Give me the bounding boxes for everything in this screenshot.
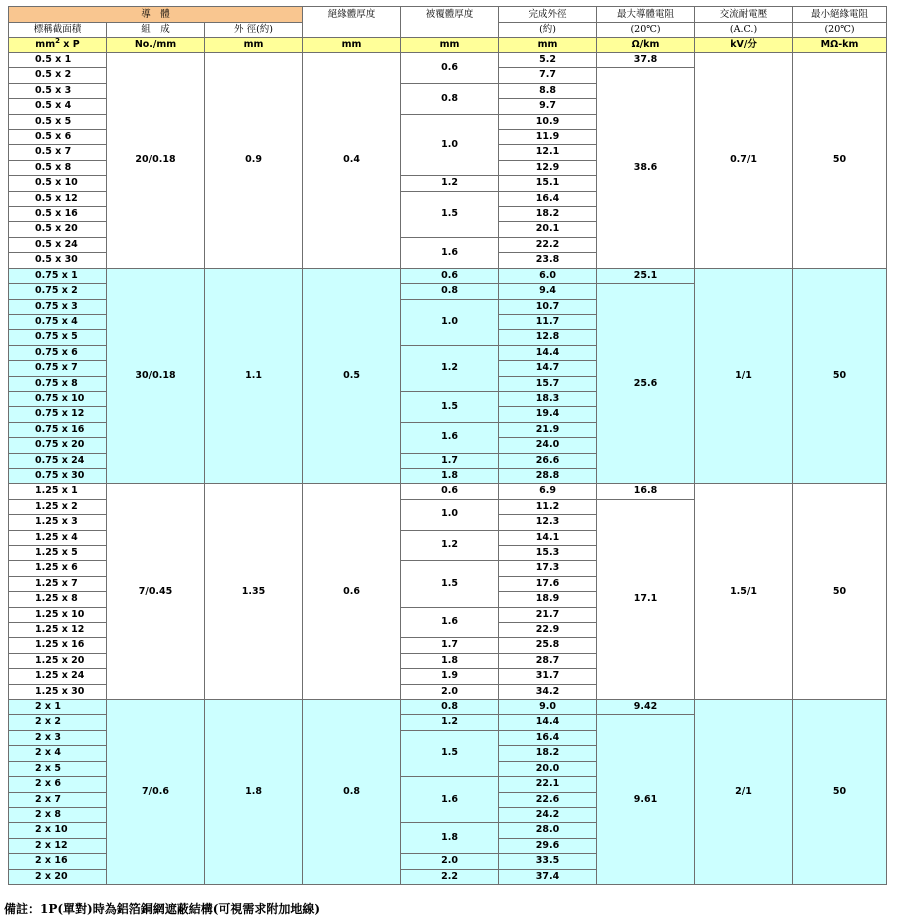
- sheath-thickness-cell: 2.2: [401, 869, 499, 884]
- nominal-area-cell: 2 x 8: [9, 807, 107, 822]
- table-row: [9, 700, 887, 715]
- sheath-thickness-cell: 1.0: [401, 499, 499, 530]
- ac-withstand-cell: 1/1: [695, 268, 793, 484]
- table-row: [9, 484, 887, 499]
- nominal-area-cell: 0.75 x 20: [9, 438, 107, 453]
- sheath-thickness-cell: 1.6: [401, 422, 499, 453]
- nominal-area-cell: 0.75 x 8: [9, 376, 107, 391]
- header-insulation-thickness: 絕緣體厚度: [303, 7, 401, 38]
- finished-od-cell: 28.8: [499, 468, 597, 483]
- finished-od-cell: 21.9: [499, 422, 597, 437]
- finished-od-cell: 25.8: [499, 638, 597, 653]
- finished-od-cell: 8.8: [499, 83, 597, 98]
- ac-withstand-cell: 1.5/1: [695, 484, 793, 700]
- finished-od-cell: 21.7: [499, 607, 597, 622]
- sheath-thickness-cell: 1.8: [401, 468, 499, 483]
- nominal-area-cell: 2 x 10: [9, 823, 107, 838]
- finished-od-cell: 24.0: [499, 438, 597, 453]
- insulation-thickness-cell: 0.5: [303, 268, 401, 484]
- finished-od-cell: 7.7: [499, 68, 597, 83]
- nominal-area-cell: 1.25 x 8: [9, 592, 107, 607]
- unit-area-sup: 2: [55, 37, 60, 45]
- unit-row: [9, 38, 887, 53]
- outer-dia-cell: 0.9: [205, 53, 303, 269]
- nominal-area-cell: 0.75 x 1: [9, 268, 107, 283]
- outer-dia-cell: 1.8: [205, 700, 303, 885]
- nominal-area-cell: 0.5 x 16: [9, 207, 107, 222]
- header-sheath-thickness: 被覆體厚度: [401, 7, 499, 38]
- nominal-area-cell: 0.5 x 30: [9, 253, 107, 268]
- finished-od-cell: 37.4: [499, 869, 597, 884]
- nominal-area-cell: 0.5 x 12: [9, 191, 107, 206]
- max-resistance-cell: 9.42: [597, 700, 695, 715]
- unit-area-tail: x P: [59, 39, 80, 50]
- nominal-area-cell: 0.75 x 30: [9, 468, 107, 483]
- header-row-1: [9, 7, 887, 23]
- footnote: 備註：1P(單對)時為鋁箔銅網遮蔽結構(可視需求附加地線): [4, 902, 321, 916]
- outer-dia-cell: 1.35: [205, 484, 303, 700]
- sheath-thickness-cell: 1.7: [401, 453, 499, 468]
- composition-cell: 7/0.6: [107, 700, 205, 885]
- sheath-thickness-cell: 1.2: [401, 530, 499, 561]
- nominal-area-cell: 2 x 20: [9, 869, 107, 884]
- nominal-area-cell: 1.25 x 3: [9, 515, 107, 530]
- sheath-thickness-cell: 0.6: [401, 53, 499, 84]
- nominal-area-cell: 0.75 x 16: [9, 422, 107, 437]
- sheath-thickness-cell: 0.8: [401, 83, 499, 114]
- min-insulation-resistance-cell: 50: [793, 268, 887, 484]
- nominal-area-cell: 2 x 12: [9, 838, 107, 853]
- finished-od-cell: 16.4: [499, 191, 597, 206]
- unit-od: mm: [499, 38, 597, 53]
- finished-od-cell: 11.2: [499, 499, 597, 514]
- nominal-area-cell: 1.25 x 16: [9, 638, 107, 653]
- unit-outer-dia: mm: [205, 38, 303, 53]
- nominal-area-cell: 1.25 x 30: [9, 684, 107, 699]
- sheath-thickness-cell: 1.9: [401, 669, 499, 684]
- finished-od-cell: 14.4: [499, 345, 597, 360]
- finished-od-cell: 15.3: [499, 546, 597, 561]
- table-row: [9, 53, 887, 68]
- finished-od-cell: 28.0: [499, 823, 597, 838]
- finished-od-cell: 15.1: [499, 176, 597, 191]
- header-finished-od-sub: (約): [499, 23, 597, 38]
- table-row: [9, 268, 887, 283]
- sheath-thickness-cell: 0.6: [401, 268, 499, 283]
- unit-voltage: kV/分: [695, 38, 793, 53]
- nominal-area-cell: 0.75 x 10: [9, 391, 107, 406]
- finished-od-cell: 18.3: [499, 391, 597, 406]
- header-ac-withstand-sub: (A.C.): [695, 23, 793, 38]
- finished-od-cell: 12.9: [499, 160, 597, 175]
- min-insulation-resistance-cell: 50: [793, 53, 887, 269]
- nominal-area-cell: 2 x 3: [9, 730, 107, 745]
- finished-od-cell: 19.4: [499, 407, 597, 422]
- ac-withstand-cell: 2/1: [695, 700, 793, 885]
- nominal-area-cell: 1.25 x 6: [9, 561, 107, 576]
- finished-od-cell: 15.7: [499, 376, 597, 391]
- sheath-thickness-cell: 1.2: [401, 176, 499, 191]
- header-composition: 組 成: [107, 23, 205, 38]
- finished-od-cell: 20.1: [499, 222, 597, 237]
- nominal-area-cell: 0.5 x 8: [9, 160, 107, 175]
- finished-od-cell: 26.6: [499, 453, 597, 468]
- sheath-thickness-cell: 1.6: [401, 607, 499, 638]
- nominal-area-cell: 2 x 7: [9, 792, 107, 807]
- max-resistance-cell: 38.6: [597, 68, 695, 268]
- nominal-area-cell: 1.25 x 1: [9, 484, 107, 499]
- header-max-resistance-sub: (20℃): [597, 23, 695, 38]
- cable-spec-table: [8, 6, 887, 885]
- max-resistance-cell: 25.1: [597, 268, 695, 283]
- composition-cell: 7/0.45: [107, 484, 205, 700]
- sheath-thickness-cell: 1.2: [401, 715, 499, 730]
- sheath-thickness-cell: 1.8: [401, 823, 499, 854]
- nominal-area-cell: 0.5 x 10: [9, 176, 107, 191]
- insulation-thickness-cell: 0.6: [303, 484, 401, 700]
- nominal-area-cell: 2 x 1: [9, 700, 107, 715]
- finished-od-cell: 23.8: [499, 253, 597, 268]
- sheath-thickness-cell: 2.0: [401, 854, 499, 869]
- sheath-thickness-cell: 1.0: [401, 114, 499, 176]
- nominal-area-cell: 0.5 x 6: [9, 130, 107, 145]
- nominal-area-cell: 2 x 6: [9, 777, 107, 792]
- finished-od-cell: 18.9: [499, 592, 597, 607]
- finished-od-cell: 11.7: [499, 314, 597, 329]
- nominal-area-cell: 0.75 x 7: [9, 361, 107, 376]
- sheath-thickness-cell: 1.8: [401, 653, 499, 668]
- sheath-thickness-cell: 1.5: [401, 391, 499, 422]
- finished-od-cell: 22.2: [499, 237, 597, 252]
- max-resistance-cell: 25.6: [597, 284, 695, 484]
- nominal-area-cell: 0.75 x 5: [9, 330, 107, 345]
- finished-od-cell: 18.2: [499, 207, 597, 222]
- nominal-area-cell: 0.5 x 1: [9, 53, 107, 68]
- sheath-thickness-cell: 1.6: [401, 237, 499, 268]
- max-resistance-cell: 37.8: [597, 53, 695, 68]
- nominal-area-cell: 0.75 x 4: [9, 314, 107, 329]
- header-max-resistance: 最大導體電阻: [597, 7, 695, 23]
- sheath-thickness-cell: 0.8: [401, 700, 499, 715]
- nominal-area-cell: 2 x 16: [9, 854, 107, 869]
- sheath-thickness-cell: 2.0: [401, 684, 499, 699]
- nominal-area-cell: 1.25 x 4: [9, 530, 107, 545]
- nominal-area-cell: 0.75 x 2: [9, 284, 107, 299]
- sheath-thickness-cell: 0.6: [401, 484, 499, 499]
- insulation-thickness-cell: 0.4: [303, 53, 401, 269]
- max-resistance-cell: 9.61: [597, 715, 695, 884]
- composition-cell: 20/0.18: [107, 53, 205, 269]
- nominal-area-cell: 0.5 x 3: [9, 83, 107, 98]
- finished-od-cell: 5.2: [499, 53, 597, 68]
- nominal-area-cell: 0.5 x 20: [9, 222, 107, 237]
- outer-dia-cell: 1.1: [205, 268, 303, 484]
- min-insulation-resistance-cell: 50: [793, 484, 887, 700]
- finished-od-cell: 17.6: [499, 576, 597, 591]
- nominal-area-cell: 1.25 x 2: [9, 499, 107, 514]
- finished-od-cell: 22.6: [499, 792, 597, 807]
- insulation-thickness-cell: 0.8: [303, 700, 401, 885]
- nominal-area-cell: 1.25 x 12: [9, 623, 107, 638]
- ac-withstand-cell: 0.7/1: [695, 53, 793, 269]
- sheath-thickness-cell: 1.5: [401, 730, 499, 776]
- finished-od-cell: 17.3: [499, 561, 597, 576]
- header-min-insulation-resistance: 最小絕緣電阻: [793, 7, 887, 23]
- finished-od-cell: 18.2: [499, 746, 597, 761]
- unit-area-base: mm: [35, 39, 56, 50]
- nominal-area-cell: 1.25 x 24: [9, 669, 107, 684]
- finished-od-cell: 12.8: [499, 330, 597, 345]
- nominal-area-cell: 2 x 4: [9, 746, 107, 761]
- nominal-area-cell: 0.5 x 7: [9, 145, 107, 160]
- finished-od-cell: 31.7: [499, 669, 597, 684]
- nominal-area-cell: 1.25 x 10: [9, 607, 107, 622]
- unit-insulation: mm: [303, 38, 401, 53]
- nominal-area-cell: 1.25 x 7: [9, 576, 107, 591]
- nominal-area-cell: 0.75 x 6: [9, 345, 107, 360]
- nominal-area-cell: 0.5 x 4: [9, 99, 107, 114]
- finished-od-cell: 11.9: [499, 130, 597, 145]
- sheath-thickness-cell: 1.2: [401, 345, 499, 391]
- finished-od-cell: 14.7: [499, 361, 597, 376]
- unit-resistance: Ω/km: [597, 38, 695, 53]
- header-conductor: 導 體: [9, 7, 303, 23]
- finished-od-cell: 22.9: [499, 623, 597, 638]
- composition-cell: 30/0.18: [107, 268, 205, 484]
- finished-od-cell: 9.4: [499, 284, 597, 299]
- header-ac-withstand: 交流耐電壓: [695, 7, 793, 23]
- header-outer-dia: 外 徑(約): [205, 23, 303, 38]
- nominal-area-cell: 1.25 x 5: [9, 546, 107, 561]
- finished-od-cell: 9.0: [499, 700, 597, 715]
- sheath-thickness-cell: 1.5: [401, 561, 499, 607]
- max-resistance-cell: 17.1: [597, 499, 695, 699]
- finished-od-cell: 12.1: [499, 145, 597, 160]
- finished-od-cell: 28.7: [499, 653, 597, 668]
- max-resistance-cell: 16.8: [597, 484, 695, 499]
- finished-od-cell: 29.6: [499, 838, 597, 853]
- nominal-area-cell: 0.75 x 24: [9, 453, 107, 468]
- finished-od-cell: 14.4: [499, 715, 597, 730]
- nominal-area-cell: 0.5 x 5: [9, 114, 107, 129]
- finished-od-cell: 22.1: [499, 777, 597, 792]
- nominal-area-cell: 0.5 x 2: [9, 68, 107, 83]
- header-min-insulation-resistance-sub: (20℃): [793, 23, 887, 38]
- finished-od-cell: 14.1: [499, 530, 597, 545]
- finished-od-cell: 24.2: [499, 807, 597, 822]
- nominal-area-cell: 2 x 2: [9, 715, 107, 730]
- nominal-area-cell: 0.75 x 12: [9, 407, 107, 422]
- sheath-thickness-cell: 1.7: [401, 638, 499, 653]
- finished-od-cell: 6.9: [499, 484, 597, 499]
- sheath-thickness-cell: 1.6: [401, 777, 499, 823]
- finished-od-cell: 9.7: [499, 99, 597, 114]
- nominal-area-cell: 1.25 x 20: [9, 653, 107, 668]
- nominal-area-cell: 0.75 x 3: [9, 299, 107, 314]
- finished-od-cell: 6.0: [499, 268, 597, 283]
- header-nominal-area: 標稱截面積: [9, 23, 107, 38]
- unit-insulation-res: MΩ-km: [793, 38, 887, 53]
- finished-od-cell: 34.2: [499, 684, 597, 699]
- finished-od-cell: 10.7: [499, 299, 597, 314]
- sheath-thickness-cell: 1.5: [401, 191, 499, 237]
- unit-area: [9, 38, 107, 53]
- sheath-thickness-cell: 1.0: [401, 299, 499, 345]
- finished-od-cell: 20.0: [499, 761, 597, 776]
- unit-sheath: mm: [401, 38, 499, 53]
- header-finished-od: 完成外徑: [499, 7, 597, 23]
- finished-od-cell: 10.9: [499, 114, 597, 129]
- finished-od-cell: 33.5: [499, 854, 597, 869]
- unit-composition: No./mm: [107, 38, 205, 53]
- finished-od-cell: 16.4: [499, 730, 597, 745]
- min-insulation-resistance-cell: 50: [793, 700, 887, 885]
- nominal-area-cell: 0.5 x 24: [9, 237, 107, 252]
- finished-od-cell: 12.3: [499, 515, 597, 530]
- nominal-area-cell: 2 x 5: [9, 761, 107, 776]
- sheath-thickness-cell: 0.8: [401, 284, 499, 299]
